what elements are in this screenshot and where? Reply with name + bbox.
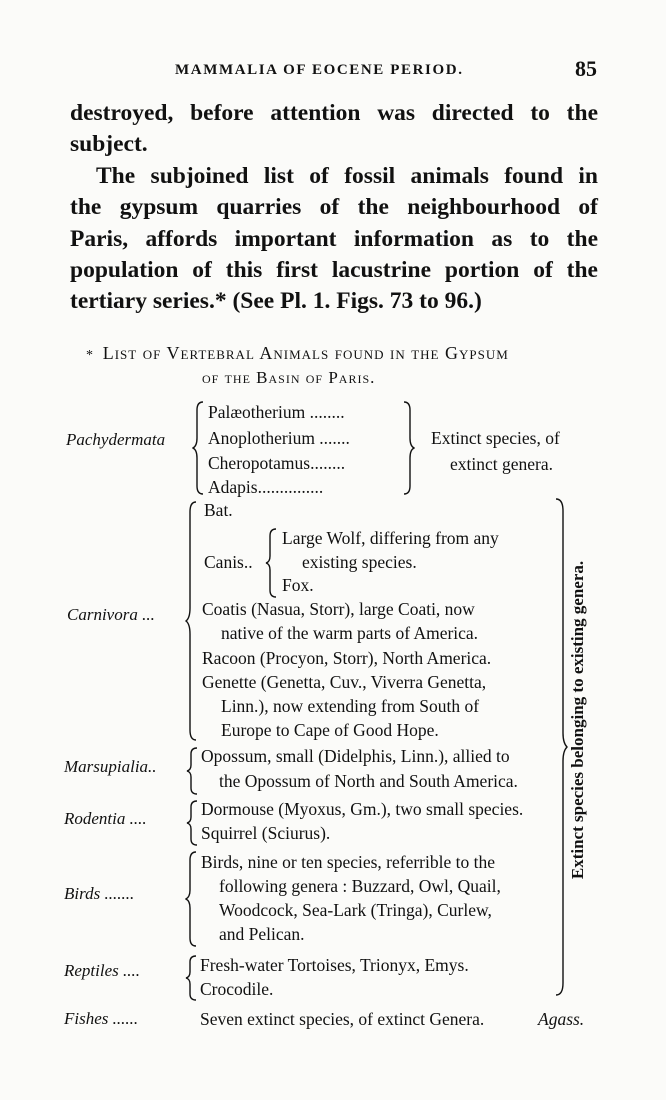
list-item: Opossum, small (Didelphis, Linn.), allied to [201,746,510,766]
group-note: Extinct species, of [431,428,560,448]
list-item: existing species. [302,552,417,572]
footnote-title [86,343,590,364]
category-pachydermata: Pachydermata [66,430,166,449]
list-item: Crocodile. [200,979,274,999]
authority: Agass. [538,1009,585,1029]
list-item: and Pelican. [219,924,305,944]
list-item: Palæotherium ........ [208,402,345,422]
list-item: Seven extinct species, of extinct Genera. [200,1009,485,1029]
list-item: Squirrel (Sciurus). [201,823,331,843]
list-item: Genette (Genetta, Cuv., Viverra Genetta, [202,672,487,692]
list-item: Large Wolf, differing from any [282,528,499,548]
footnote-title-line1: List of Vertebral Animals found in the Gypsum [102,343,509,363]
list-item: Birds, nine or ten species, referrible to the [201,852,495,872]
right-brace [553,497,569,997]
left-brace [185,954,199,1002]
list-item: Fresh-water Tortoises, Trionyx, Emys. [200,955,469,975]
list-item: Racoon (Procyon, Storr), North America. [202,648,492,668]
group-note: extinct genera. [450,454,554,474]
category-fishes: Fishes ...... [64,1009,139,1028]
footnote-marker: * [86,348,94,363]
list-item: Coatis (Nasua, Storr), large Coati, now [202,599,475,619]
list-item: Europe to Cape of Good Hope. [221,720,439,740]
paragraph-line: subject. [70,131,148,157]
list-item: Dormouse (Myoxus, Gm.), two small species. [201,799,524,819]
paragraph-line: population of this first lacustrine portion of the [70,257,598,283]
left-brace [192,400,206,496]
list-item: Fox. [282,575,314,595]
footnote-title-line2: of the Basin of Paris. [202,368,376,387]
list-item: Cheropotamus........ [208,453,346,473]
list-item: Adapis............... [208,477,324,497]
paragraph-line: the gypsum quarries of the neighbourhood of [70,194,598,220]
list-item: Bat. [204,500,233,520]
paragraph-line: Paris, affords important information as to the [70,226,598,252]
left-brace [186,799,200,847]
running-title: MAMMALIA OF EOCENE PERIOD. [175,62,464,78]
left-brace [265,527,279,599]
paragraph-line: destroyed, before attention was directed to the [70,100,598,126]
list-item: Woodcock, Sea-Lark (Tringa), Curlew, [219,900,492,920]
side-note: Extinct species belonging to existing genera. [568,560,587,880]
left-brace [185,850,199,948]
category-carnivora: Carnivora ... [67,605,155,624]
category-reptiles: Reptiles .... [64,961,141,980]
page-number: 85 [575,56,597,81]
right-brace [401,400,415,496]
category-rodentia: Rodentia .... [64,809,147,828]
left-brace [185,500,199,742]
paragraph-line: The subjoined list of fossil animals found in [96,163,598,189]
category-marsupialia: Marsupialia.. [64,757,157,776]
paragraph-line: tertiary series.* (See Pl. 1. Figs. 73 to 96.) [70,288,482,314]
list-item: following genera : Buzzard, Owl, Quail, [219,876,501,896]
list-item: Anoplotherium ....... [208,428,350,448]
list-item: the Opossum of North and South America. [219,771,518,791]
category-birds: Birds ....... [64,884,135,903]
list-item: native of the warm parts of America. [221,623,479,643]
list-item: Linn.), now extending from South of [221,696,480,716]
left-brace [186,746,200,796]
list-item: Canis.. [204,552,253,572]
